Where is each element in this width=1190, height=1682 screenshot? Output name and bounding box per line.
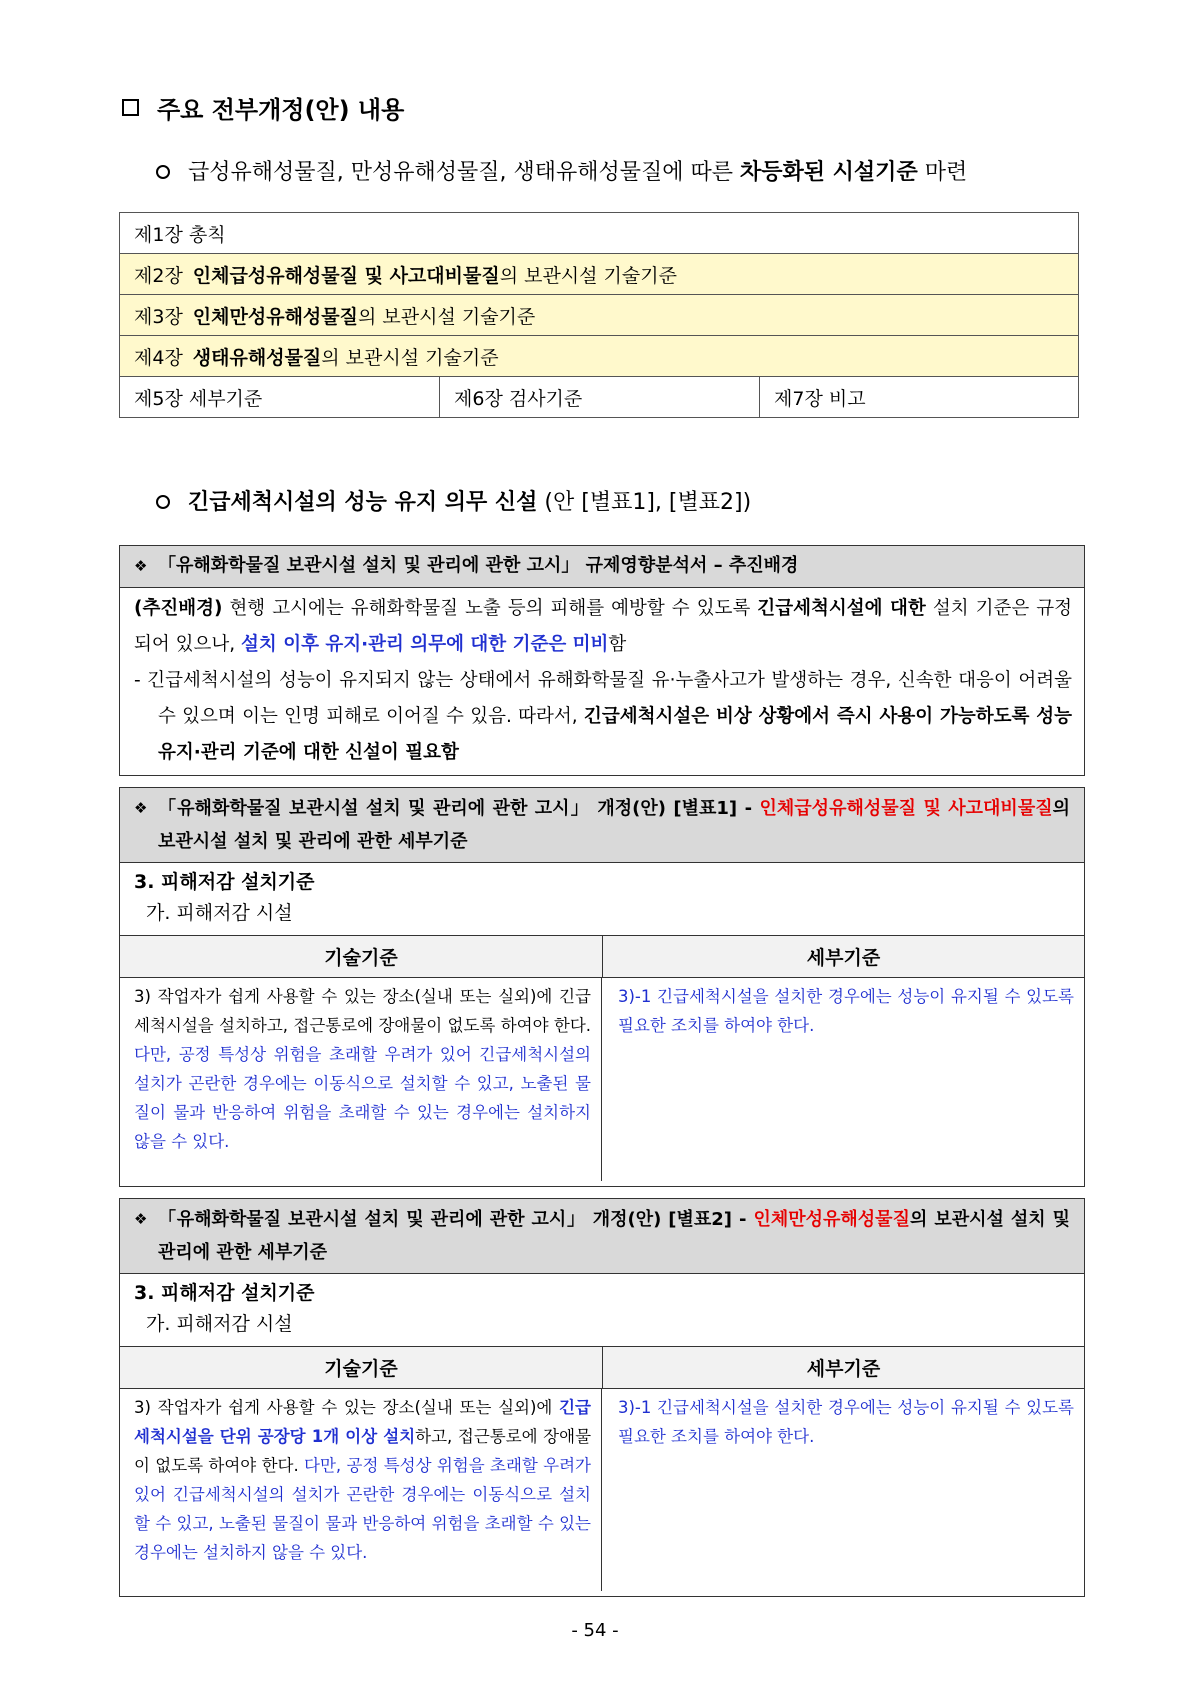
technical-criteria-header: 기술기준 xyxy=(120,1347,603,1388)
detailed-criteria-header: 세부기준 xyxy=(806,1358,881,1380)
chapter-row xyxy=(120,377,1079,418)
detailed-criteria-header: 세부기준 xyxy=(806,947,881,969)
diamond-bullet-icon: ❖ xyxy=(134,557,148,575)
panel-header: ❖ 「유해화학물질 보관시설 설치 및 관리에 관한 고시」 규제영향분석서 – 추진배경 xyxy=(120,546,1084,588)
circle-bullet-icon xyxy=(156,165,170,179)
checkbox-square-icon xyxy=(122,99,139,116)
annex1-panel xyxy=(119,787,1085,1187)
chapter-2: 제2장 인체급성유해성물질 및 사고대비물질의 보관시설 기술기준 xyxy=(120,254,1079,295)
circle-bullet-icon xyxy=(156,495,170,509)
detailed-criteria-cell: 3)-1 긴급세척시설을 설치한 경우에는 성능이 유지될 수 있도록 필요한 조치를 하여야 한다. xyxy=(618,987,1074,1035)
item-eyewash-duty: 긴급세척시설의 성능 유지 의무 신설 (안 [별표1], [별표2]) xyxy=(156,485,751,516)
section-heading: 주요 전부개정(안) 내용 xyxy=(122,90,404,125)
detailed-criteria-cell: 3)-1 긴급세척시설을 설치한 경우에는 성능이 유지될 수 있도록 필요한 조치를 하여야 한다. xyxy=(618,1398,1074,1446)
chapter-5: 제5장 세부기준 xyxy=(120,377,440,418)
chapter-1: 제1장 총칙 xyxy=(120,213,1079,254)
chapter-4: 제4장 생태유해성물질의 보관시설 기술기준 xyxy=(120,336,1079,377)
chapter-table xyxy=(119,212,1079,418)
item-differentiated-standards: 급성유해성물질, 만성유해성물질, 생태유해성물질에 따른 차등화된 시설기준 마련 xyxy=(156,155,967,186)
chapter-row xyxy=(120,213,1079,254)
panel-header: ❖ 「유해화학물질 보관시설 설치 및 관리에 관한 고시」 개정(안) [별표1] - 인체급성유해성물질 및 사고대비물질의 보관시설 설치 및 관리에 관한 세부기준 xyxy=(120,788,1084,863)
chapter-3: 제3장 인체만성유해성물질의 보관시설 기술기준 xyxy=(120,295,1079,336)
criteria-row xyxy=(120,1389,1084,1591)
chapter-row xyxy=(120,295,1079,336)
background-paragraph: (추진배경) 현행 고시에는 유해화학물질 노출 등의 피해를 예방할 수 있도록 긴급세척시설에 대한 설치 기준은 규정되어 있으나, 설치 이후 유지·관리 의무에 대한 기준은 미비함 xyxy=(134,598,1072,655)
panel-header: ❖ 「유해화학물질 보관시설 설치 및 관리에 관한 고시」 개정(안) [별표2] - 인체만성유해성물질의 보관시설 설치 및 관리에 관한 세부기준 xyxy=(120,1199,1084,1274)
technical-criteria-header: 기술기준 xyxy=(120,936,603,977)
background-panel xyxy=(119,545,1085,776)
page-number: - 54 - xyxy=(571,1620,619,1641)
background-text xyxy=(120,588,1084,771)
criteria-row xyxy=(120,978,1084,1181)
technical-criteria-cell: 3) 작업자가 쉽게 사용할 수 있는 장소(실내 또는 실외)에 긴급세척시설을 설치하고, 접근통로에 장애물이 없도록 하여야 한다. 다만, 공정 특성상 위험을 초래할 우려가 있어 긴급세척시설의 설치가 곤란한 경우에는 이동식으로 설치할 수 있고, 노출된 물질이 물과 반응하여 위험을 초래할 수 있는 경우에는 설치하지 않을 수 있다. xyxy=(120,978,602,1181)
chapter-6: 제6장 검사기준 xyxy=(440,377,760,418)
criteria-header xyxy=(120,936,1084,978)
technical-criteria-cell: 3) 작업자가 쉽게 사용할 수 있는 장소(실내 또는 실외)에 긴급세척시설을 단위 공장당 1개 이상 설치하고, 접근통로에 장애물이 없도록 하여야 한다. 다만, 공정 특성상 위험을 초래할 우려가 있어 긴급세척시설의 설치가 곤란한 경우에는 이동식으로 설치할 수 있고, 노출된 물질이 물과 반응하여 위험을 초래할 수 있는 경우에는 설치하지 않을 수 있다. xyxy=(120,1389,602,1591)
diamond-bullet-icon: ❖ xyxy=(134,799,148,817)
criteria-header xyxy=(120,1347,1084,1389)
diamond-bullet-icon: ❖ xyxy=(134,1210,148,1228)
chapter-7: 제7장 비고 xyxy=(760,377,1079,418)
chapter-row xyxy=(120,336,1079,377)
section-title: 3. 피해저감 설치기준 가. 피해저감 시설 xyxy=(120,863,1084,936)
section-title: 3. 피해저감 설치기준 가. 피해저감 시설 xyxy=(120,1274,1084,1347)
chapter-row xyxy=(120,254,1079,295)
annex2-panel xyxy=(119,1198,1085,1597)
background-bullet: - 긴급세척시설의 성능이 유지되지 않는 상태에서 유해화학물질 유·누출사고가 발생하는 경우, 신속한 대응이 어려울 수 있으며 이는 인명 피해로 이어질 수 있음. 따라서, 긴급세척시설은 비상 상황에서 즉시 사용이 가능하도록 성능 유지·관리 기준에 대한 신설이 필요함 xyxy=(134,670,1072,763)
